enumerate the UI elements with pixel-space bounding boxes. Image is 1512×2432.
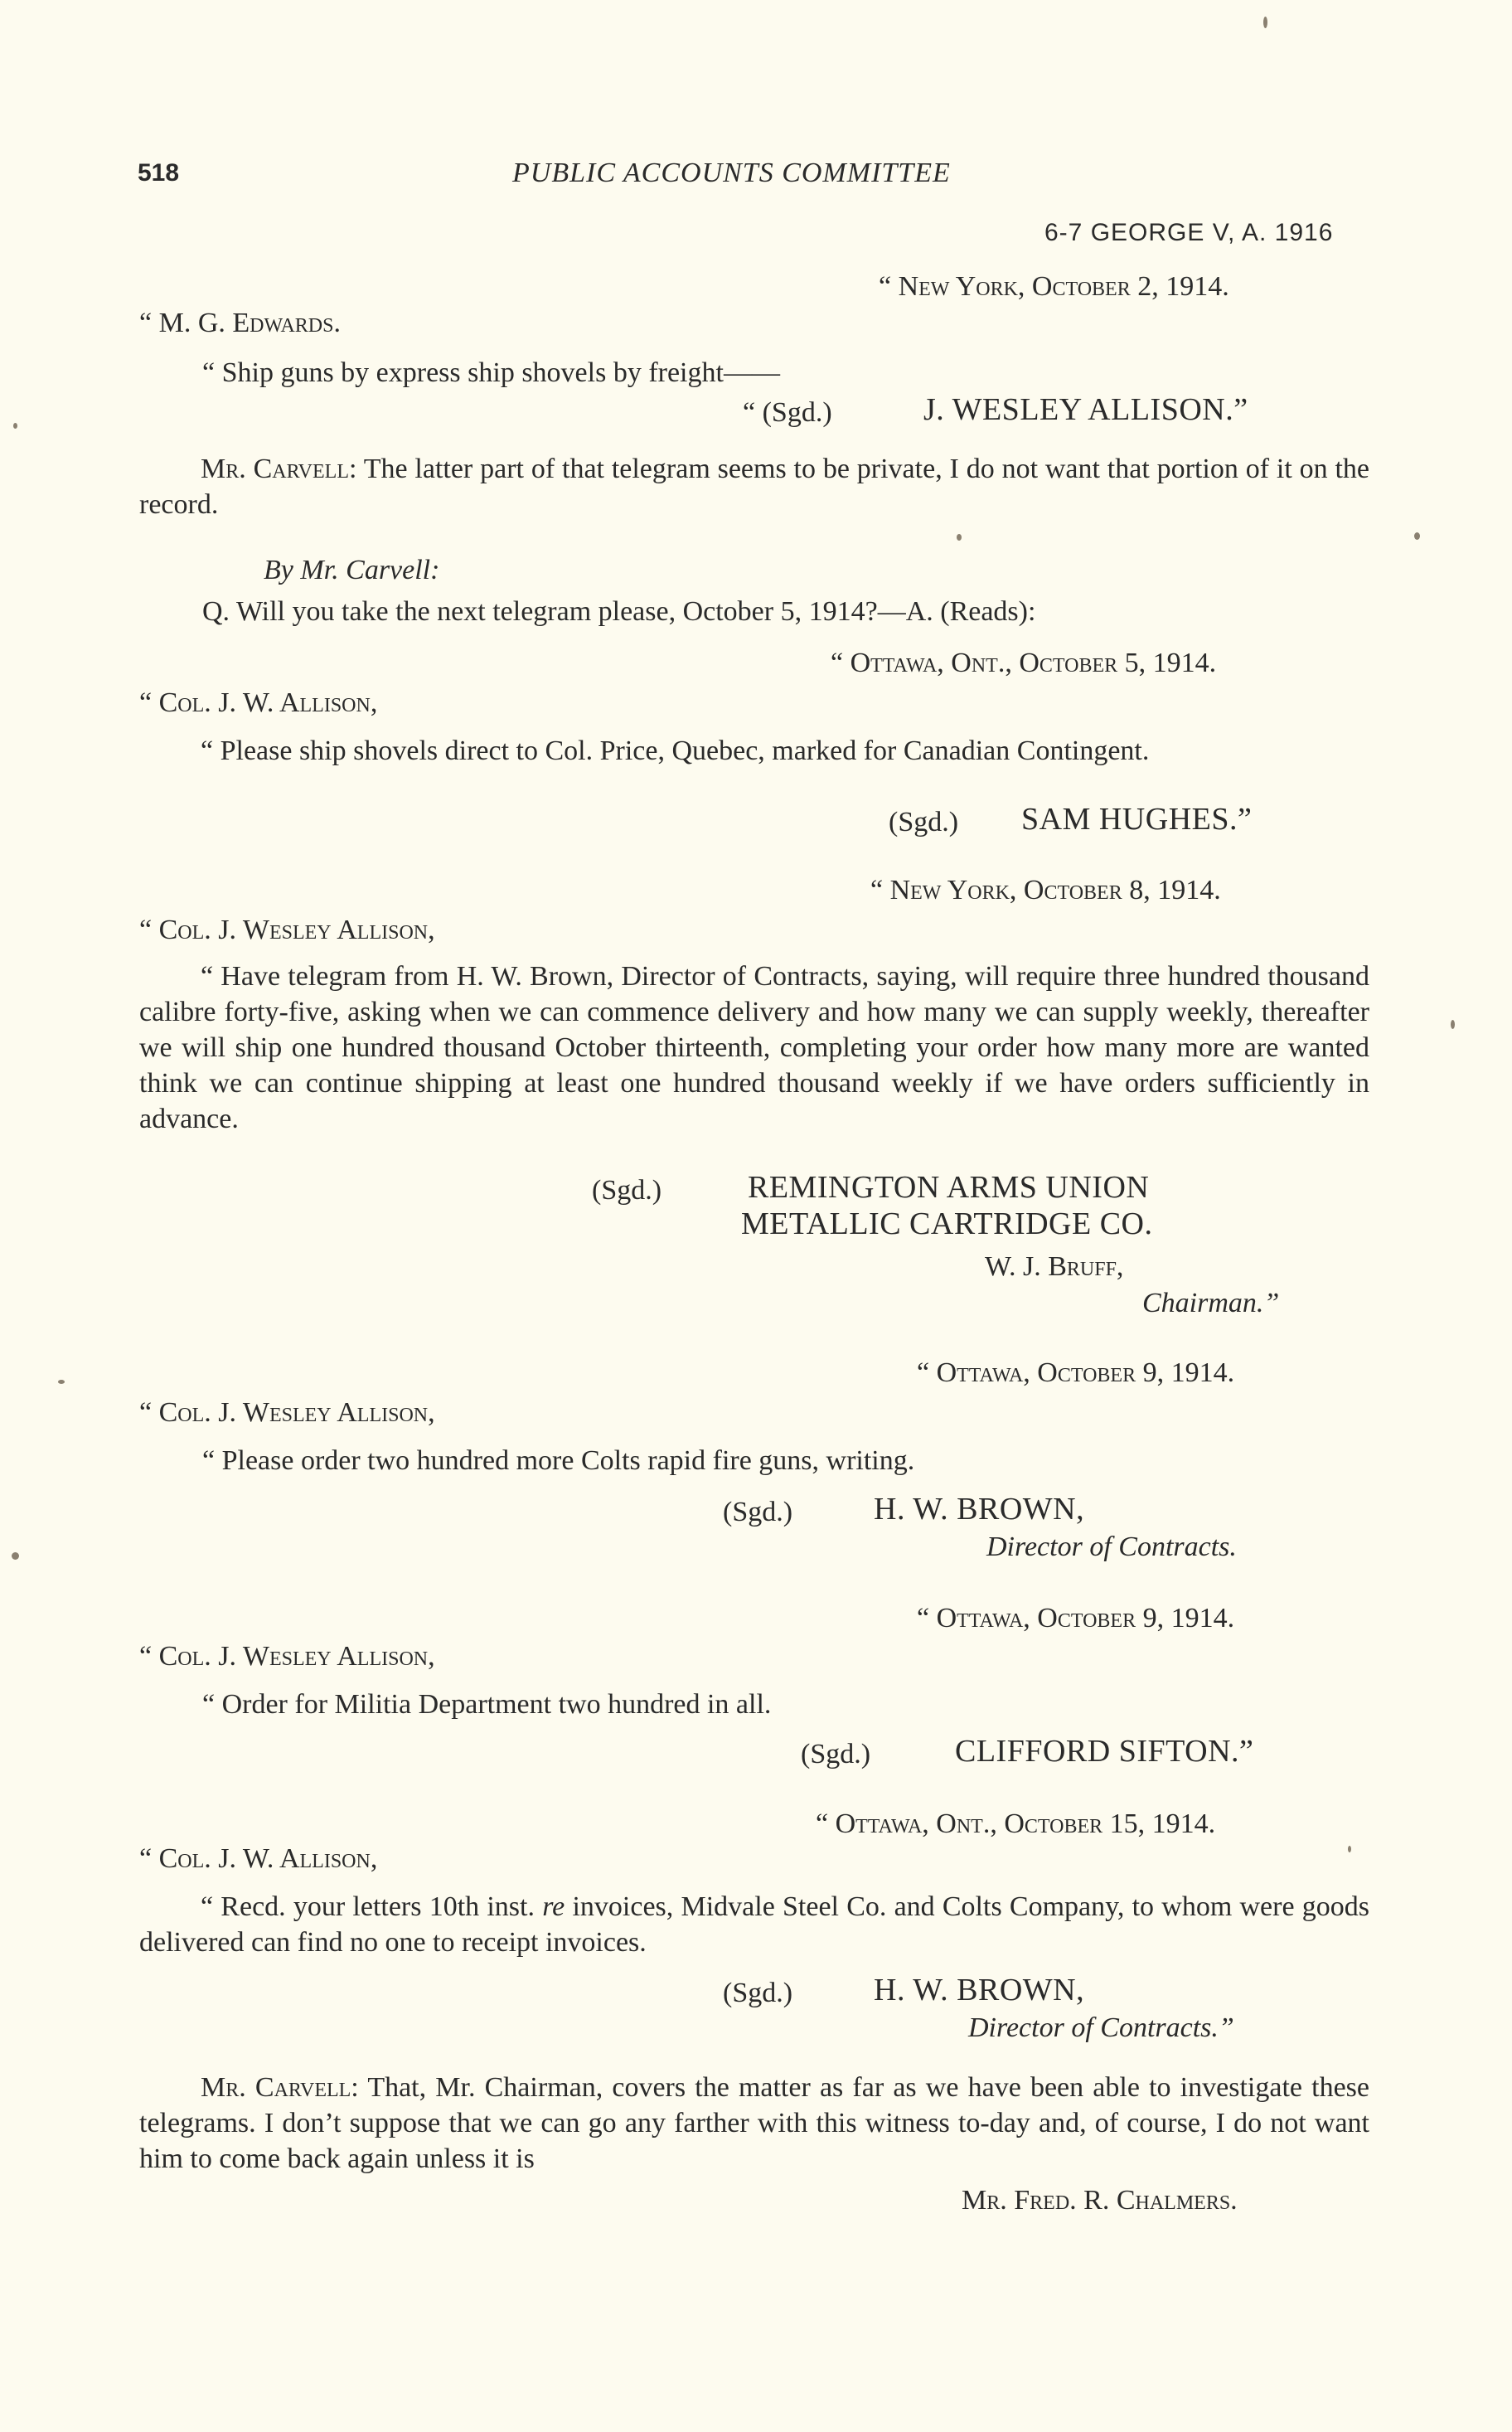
telegram-4-title: Director of Contracts. bbox=[986, 1532, 1237, 1562]
footer-name: Mr. Fred. R. Chalmers. bbox=[962, 2185, 1238, 2216]
paper-speck bbox=[1451, 1020, 1455, 1029]
telegram-1-signer: J. WESLEY ALLISON.” bbox=[923, 392, 1248, 427]
telegram-6-body-pre: “ Recd. your letters 10th inst. bbox=[201, 1891, 543, 1922]
telegram-6-addressee: “ Col. J. W. Allison, bbox=[139, 1843, 378, 1874]
question-line: Q. Will you take the next telegram please, October 5, 1914?—A. (Reads): bbox=[202, 596, 1036, 627]
telegram-3-signer-line-2: METALLIC CARTRIDGE CO. bbox=[741, 1206, 1153, 1241]
telegram-3-title: Chairman.” bbox=[1142, 1288, 1280, 1318]
telegram-3-person: W. J. Bruff, bbox=[985, 1251, 1124, 1282]
carvell-paragraph-2 bbox=[139, 2070, 1369, 2177]
telegram-6-dateline: “ Ottawa, Ont., October 15, 1914. bbox=[816, 1808, 1216, 1839]
telegram-6-sgd: (Sgd.) bbox=[723, 1978, 793, 2008]
telegram-6-body-re: re bbox=[542, 1891, 565, 1922]
telegram-1-body: “ Ship guns by express ship shovels by freight—— bbox=[202, 357, 780, 388]
paper-speck bbox=[1263, 17, 1267, 28]
speaker-label: Mr. Carvell: bbox=[201, 2072, 359, 2103]
telegram-3-signer-line-1: REMINGTON ARMS UNION bbox=[748, 1170, 1150, 1205]
paper-speck bbox=[58, 1380, 65, 1384]
telegram-5-signer: CLIFFORD SIFTON.” bbox=[955, 1734, 1254, 1769]
telegram-1-addressee: “ M. G. Edwards. bbox=[139, 308, 341, 338]
speaker-label: Mr. Carvell: bbox=[201, 454, 357, 484]
telegram-4-signer: H. W. BROWN, bbox=[874, 1492, 1085, 1527]
session-line: 6-7 GEORGE V, A. 1916 bbox=[1044, 219, 1334, 246]
telegram-4-addressee: “ Col. J. Wesley Allison, bbox=[139, 1397, 435, 1428]
paper-speck bbox=[1348, 1846, 1351, 1852]
telegram-3-body bbox=[139, 959, 1369, 1137]
telegram-3-dateline: “ New York, October 8, 1914. bbox=[870, 875, 1221, 905]
telegram-3-sgd: (Sgd.) bbox=[592, 1175, 662, 1206]
telegram-1-sgd: “ (Sgd.) bbox=[743, 397, 832, 428]
telegram-5-body: “ Order for Militia Department two hundred in all. bbox=[202, 1689, 772, 1720]
telegram-2-dateline: “ Ottawa, Ont., October 5, 1914. bbox=[831, 648, 1217, 678]
paper-speck bbox=[1414, 532, 1420, 540]
telegram-2-signer: SAM HUGHES.” bbox=[1021, 802, 1253, 837]
telegram-3-body-text: “ Have telegram from H. W. Brown, Director of Contracts, saying, will require three hundred thousand calibre forty-five, asking when we can commence delivery and how many we can supply weekly, thereafter we will ship one hundred thousand October thirteenth, completing your order how many more are wanted think we can continue shipping at least one hundred thousand weekly if we have orders sufficiently in advance. bbox=[139, 961, 1369, 1134]
by-mr-carvell: By Mr. Carvell: bbox=[264, 555, 440, 585]
paper-speck bbox=[13, 423, 17, 429]
telegram-2-sgd: (Sgd.) bbox=[889, 807, 959, 837]
telegram-2-body-text: “ Please ship shovels direct to Col. Price, Quebec, marked for Canadian Contingent. bbox=[201, 735, 1150, 766]
paragraph-text: The latter part of that telegram seems to be private, I do not want that portion of it on the record. bbox=[139, 454, 1370, 520]
telegram-4-sgd: (Sgd.) bbox=[723, 1497, 793, 1527]
telegram-1-dateline: “ New York, October 2, 1914. bbox=[879, 271, 1229, 302]
telegram-2-addressee: “ Col. J. W. Allison, bbox=[139, 687, 378, 718]
page-number: 518 bbox=[138, 159, 180, 187]
telegram-6-body bbox=[139, 1889, 1369, 1960]
paper-speck bbox=[12, 1552, 19, 1560]
telegram-6-body-post: invoices, Midvale Steel Co. and Colts Company, to whom were goods delivered can find no one to receipt invoices. bbox=[139, 1891, 1369, 1958]
telegram-2-body bbox=[139, 733, 1369, 769]
telegram-3-addressee: “ Col. J. Wesley Allison, bbox=[139, 915, 435, 945]
telegram-5-sgd: (Sgd.) bbox=[801, 1739, 871, 1769]
telegram-6-title: Director of Contracts.” bbox=[968, 2012, 1234, 2043]
paper-speck bbox=[957, 534, 962, 541]
carvell-paragraph-1 bbox=[139, 451, 1369, 522]
paragraph-text: That, Mr. Chairman, covers the matter as far as we have been able to investigate these telegrams. I don’t suppose that we can go any farther with this witness to-day and, of course, I do not want him to come back again unless it is bbox=[139, 2072, 1369, 2174]
running-title: PUBLIC ACCOUNTS COMMITTEE bbox=[512, 158, 951, 188]
telegram-4-dateline: “ Ottawa, October 9, 1914. bbox=[917, 1357, 1235, 1388]
telegram-4-body: “ Please order two hundred more Colts rapid fire guns, writing. bbox=[202, 1445, 915, 1476]
telegram-5-addressee: “ Col. J. Wesley Allison, bbox=[139, 1641, 435, 1672]
telegram-5-dateline: “ Ottawa, October 9, 1914. bbox=[917, 1603, 1235, 1633]
telegram-6-signer: H. W. BROWN, bbox=[874, 1973, 1085, 2007]
